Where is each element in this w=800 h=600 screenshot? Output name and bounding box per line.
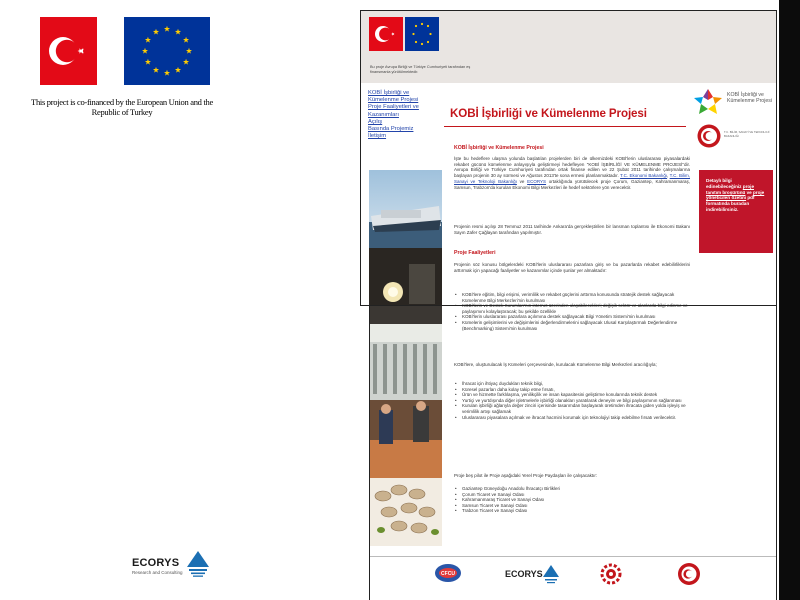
nav-link-kobi-2[interactable]: Kümelenme Projesi: [368, 97, 419, 104]
intro-text-cont: ortaklığında yürütülecek proje Çorum, Gaziantep, Kahramanmaraş, Samsun, Trabzon'da kurulan Ekonomi Bilgi Merkezleri ile hedef sektörlere yön verecektir.: [454, 178, 690, 190]
list-item: • Kahramanmaraş Ticaret ve Sanayi Odası: [454, 497, 690, 503]
list-item: • Uluslararası piyasalara açılmak ve ihracat hacmini korumak için teknolojiyi takip edebilme fırsatı verilecektir.: [454, 415, 690, 421]
activities-list: [454, 292, 690, 331]
page-title: KOBİ İşbirliği ve Kümelenme Projesi: [450, 107, 647, 120]
stakeholders-list: [454, 486, 690, 514]
list-item: • KOBİ'lerin uluslararası pazarlara açılımına destek sağlayacak Bilgi Yönetim Sistemi'nin kurulması: [454, 314, 690, 320]
ship-photo: [369, 170, 442, 248]
list-item: • Küresel pazarları daha kolay takip etme fırsatı,: [454, 387, 690, 393]
kobi-logo-text: KOBİ İşbirliği ve Kümelenme Projesi: [727, 92, 772, 105]
redbox-text-a: Detaylı bilgi edinebileceğiniz: [706, 178, 743, 189]
download-info-text: [706, 178, 766, 213]
turkey-flag-icon: [40, 17, 97, 85]
nav-link-basinda[interactable]: Basında Projemiz: [368, 126, 414, 133]
redbox-text-c: pdf formatında buradan indirebilirsiniz.: [706, 195, 755, 212]
nav-link-acilis[interactable]: Açılış: [368, 118, 383, 125]
stakeholders-intro: Proje beş pilot ile Proje aşağıdaki Yerel Proje Paydaşları ile çalışacaktır:: [454, 473, 598, 478]
list-item: • Ürün ve hizmette farklılaşma, yenilikçilik ve insan kapasitesini geliştirme konularında teknik destek: [454, 392, 690, 398]
gear-partner-logo: [598, 562, 624, 588]
cfcu-emblem-icon: [434, 562, 462, 584]
section-heading-faaliyet: Proje Faaliyetleri: [454, 250, 496, 256]
cfcu-label: CFCU: [441, 571, 455, 577]
ecorys-subtext: Research and Consulting: [132, 570, 183, 575]
cfcu-logo: [434, 562, 462, 588]
nav-link-kobi-1[interactable]: KOBİ İşbirliği ve: [368, 90, 410, 96]
list-item: • İhracat için ihtiyaç duydukları teknik bilgi,: [454, 381, 690, 387]
link-ekonomi-bakanligi[interactable]: T.C. Ekonomi Bakanlığı: [620, 173, 668, 179]
list-item: • Kümelerin gelişimlerini ve değişimlerini değerlendirmelerini sağlayacak Ulusal Karşılaştırmalı Değerlendirme (Benchmarking) Sistemi'nin kurulması: [454, 320, 690, 331]
brochure-link[interactable]: proje tanıtım broşürünü: [706, 183, 754, 195]
ecorys-triangle-icon: [187, 551, 209, 577]
benefits-list: [454, 381, 690, 420]
ministry-text: T.C. BİLİM, SANAYİ VE TEKNOLOJİ BAKANLIĞI: [724, 130, 770, 138]
footer-ecorys-word: ECORYS: [505, 569, 543, 579]
intro-text: İşte bu hedeflere ulaşma yolunda başlatılan projelerden biri de ülkemizdeki KOBİ'lerin uluslararası piyasalardaki rekabet gücünü kümelenme anlayışıyla geliştirmeyi hedefleyen "KOBİ İŞBİRLİĞİ VE KÜMELENME PROJESİ"dir. Avrupa Birliği ve Türkiye Cumhuriyeti tarafından ortak finanse edilen ve 22 Şubat 2011 tarihinde çalışmalarına başlayan projenin 30 ay sürmesi ve Ağustos 2013'te sona ermesi planlanmaktadır.: [454, 156, 690, 179]
list-item: • Kurulan işbirliği ağlarıyla değer zinciri içerisinde tasarımdan başlayarak üretimden ihracata giden yolda işleyiş ve verimlilik artışı sağlamak: [454, 403, 690, 414]
list-item: • Trabzon Ticaret ve Sanayi Odası: [454, 508, 690, 514]
nav-link-faaliyet-2[interactable]: Kazanımları: [368, 111, 399, 118]
activities-paragraph: Projenin söz konusu bölgelerdeki KOBİ'lerin uluslararası pazarlara giriş ve bu pazarlarda rekabet edebilirliklerini arttırmak için yapacağı faaliyetler ve kazanımlar içinde şunlar yer almaktadır:: [454, 262, 690, 273]
list-item: • Yurtiçi ve yurtdışında diğer işletmelerle işbirliği olanakları yaratılarak deneyim ve bilgi paylaşımının sağlanması: [454, 398, 690, 404]
nav-link-faaliyet-1[interactable]: Proje Faaliyetleri ve: [368, 104, 419, 111]
title-divider: [444, 126, 686, 127]
link-ecorys[interactable]: ECORYS: [527, 178, 547, 184]
eu-flag-icon: [124, 17, 210, 85]
nav-link-iletisim[interactable]: İletişim: [368, 133, 387, 140]
factory-photo: [369, 324, 442, 400]
photo-column: [369, 170, 442, 500]
gear-emblem-icon: [598, 562, 624, 586]
footer-ecorys-triangle-icon: [543, 565, 559, 585]
list-item: • KOBİ'lere eğitim, bilgi erişimi, verimlilik ve rekabet güçlerini arttırma konusunda stratejik destek sağlayacak Kümelenme Bilgi Merkezleri'nin kurulması: [454, 292, 690, 303]
manager-summary-link[interactable]: proje yöneticileri özetini: [706, 189, 765, 201]
header-flags-icon: [369, 17, 439, 61]
right-edge-bar: [779, 0, 800, 600]
welding-photo: [369, 248, 442, 324]
intro-paragraph: İşte bu hedeflere ulaşma yolunda başlatılan projelerden biri de ülkemizdeki KOBİ'lerin uluslararası piyasalardaki rekabet gücünü kümelenme anlayışıyla geliştirmeyi hedefleyen "KOBİ İŞBİRLİĞİ VE KÜMELENME PROJESİ"dir. Avrupa Birliği ve Türkiye Cumhuriyeti tarafından ortak finanse edilen ve 22 Şubat 2011 tarihinde çalışmalarına başlayan projenin 30 ay sürmesi ve Ağustos 2013'te sona ermesi planlanmaktadır. T.C. Ekonomi Bakanlığı, T.C. Bilim, Sanayi ve Teknoloji Bakanlığı ve ECORYS ortaklığında yürütülecek proje Çorum, Gaziantep, Kahramanmaraş, Samsun, Trabzon'da kurulan Ekonomi Bilgi Merkezleri ile hedef sektörlere yön verecektir.: [454, 156, 690, 190]
list-item: • Çorum Ticaret ve Sanayi Odası: [454, 492, 690, 498]
copper-workers-photo: [369, 400, 442, 478]
kobi-project-logo-icon: [693, 88, 723, 116]
page-header: [361, 11, 777, 83]
download-info-box: [699, 170, 773, 253]
pistachio-photo: [369, 478, 442, 546]
redbox-text-b: ve: [745, 189, 753, 195]
link-bilim-sanayi[interactable]: T.C. Bilim, Sanayi ve Teknoloji Bakanlığı: [454, 173, 690, 184]
list-item: • Gaziantep Güneydoğu Anadolu İhracatçı Birlikleri: [454, 486, 690, 492]
footer-ecorys-logo: [505, 562, 565, 588]
section-heading-kobi: KOBİ İşbirliği ve Kümelenme Projesi: [454, 145, 544, 151]
cofinance-caption: This project is co-financed by the European Union and the Republic of Turkey: [31, 97, 213, 117]
side-navigation: [368, 90, 428, 140]
launch-paragraph: Projenin resmi açılışı 28 Temmuz 2011 tarihinde Ankara'da gerçekleştirilen bir lansman toplantısı ile Ekonomi Bakanı Sayın Zafer Çağlayan tarafından yapılmıştır.: [454, 224, 690, 235]
list-item: • Samsun Ticaret ve Sanayi Odası: [454, 503, 690, 509]
footer-ministry-emblem-icon: [677, 562, 701, 586]
benefits-intro: KOBİ'lere, oluşturulacak İş Kümeleri çerçevesinde, kurulacak Kümelenme Bilgi Merkezleri aracılığıyla;: [454, 362, 657, 367]
list-item: • KOBİ'lerin ve Destek Kurumları'nın internet üzerinden ulaşabilecekleri; değişik sektör ve alanlarda bilgi edinme ve paylaşımını kolaylaştıracak; bu şekilde özellikle: [454, 303, 690, 314]
footer-divider: [370, 556, 777, 557]
footer-ministry-logo: [677, 562, 701, 588]
ministry-emblem-icon: [697, 124, 721, 148]
ecorys-logo: [132, 551, 210, 579]
header-subtitle: Bu proje Avrupa Birliği ve Türkiye Cumhuriyeti tarafından eş finansmanla yürütülmektedir.: [370, 65, 471, 74]
ecorys-wordmark: ECORYS: [132, 557, 180, 569]
